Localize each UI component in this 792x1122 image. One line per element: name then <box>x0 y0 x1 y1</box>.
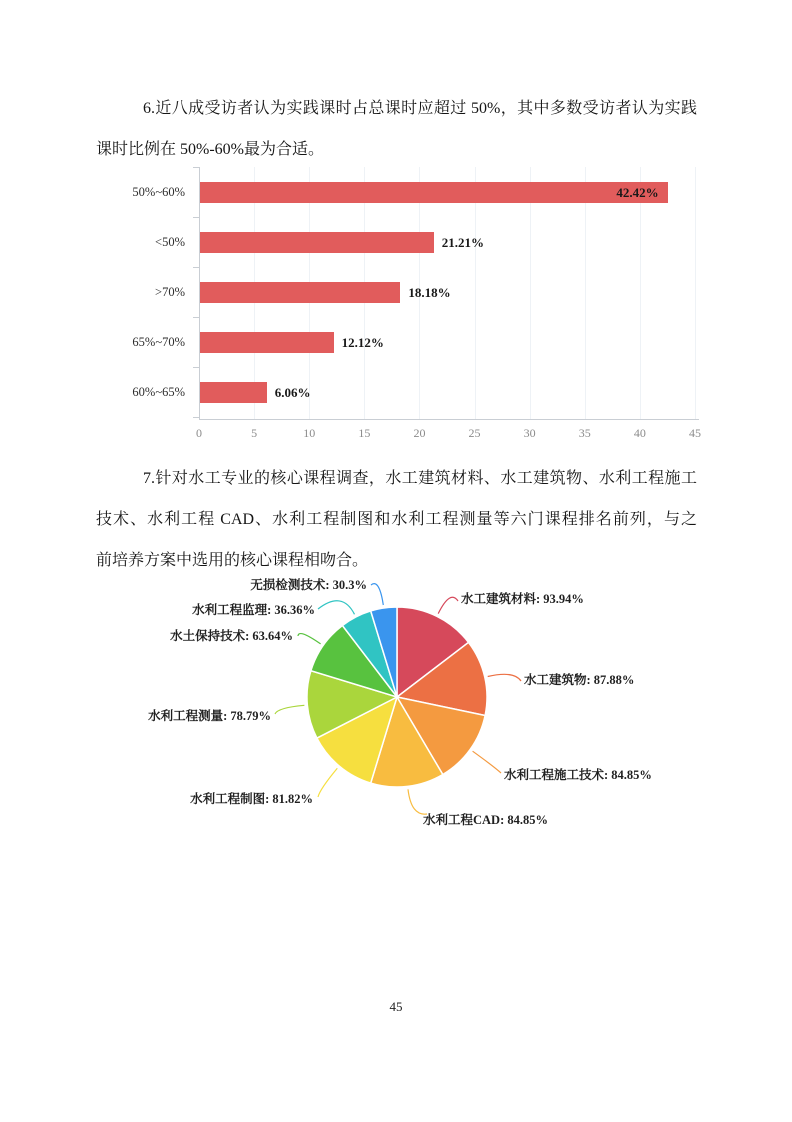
y-axis-tick <box>193 217 199 218</box>
y-axis-tick <box>193 367 199 368</box>
bar <box>200 332 334 353</box>
pie-slice-label: 水土保持技术: 63.64% <box>170 629 293 643</box>
pie-leader-line <box>318 768 337 797</box>
bar-value-label: 12.12% <box>341 335 384 350</box>
y-axis-tick <box>193 267 199 268</box>
paragraph-line: 前培养方案中选用的核心课程相吻合。 <box>96 552 369 569</box>
x-axis-tick-label: 45 <box>689 426 701 440</box>
x-axis-tick-label: 30 <box>523 426 536 440</box>
pie-slice-label: 水工建筑材料: 93.94% <box>461 592 584 606</box>
bar <box>200 382 267 403</box>
x-axis-tick-label: 10 <box>303 426 316 440</box>
bar-value-label: 21.21% <box>441 235 485 250</box>
pie-leader-line <box>275 705 304 714</box>
bar-category-label: <50% <box>155 235 185 249</box>
x-axis-tick-label: 15 <box>358 426 371 440</box>
bar-chart <box>100 167 720 452</box>
bar-category-label: >70% <box>155 285 185 299</box>
pie-leader-line <box>371 584 383 605</box>
pie-leader-line <box>298 634 321 644</box>
x-axis-tick-label: 20 <box>413 426 426 440</box>
pie-leader-line <box>438 597 458 613</box>
x-axis-tick-label: 5 <box>251 426 258 440</box>
bar-value-label: 6.06% <box>274 385 311 400</box>
pie-leader-line <box>473 751 501 773</box>
bar-category-label: 50%~60% <box>132 185 185 199</box>
y-axis-tick <box>193 167 199 168</box>
pie-leader-line <box>318 601 355 615</box>
paragraph-line: 6.近八成受访者认为实践课时占总课时应超过 50%，其中多数受访者认为实践 <box>143 100 697 117</box>
gridline <box>585 167 586 419</box>
y-axis-tick <box>193 317 199 318</box>
pie-slice-label: 水利工程测量: 78.79% <box>148 709 271 723</box>
paragraph-line: 技术、水利工程 CAD、水利工程制图和水利工程测量等六门课程排名前列，与之 <box>96 511 697 528</box>
gridline <box>475 167 476 419</box>
bar-value-label: 42.42% <box>616 185 659 200</box>
pie-slice-label: 无损检测技术: 30.3% <box>250 578 367 592</box>
pie-slice-label: 水利工程制图: 81.82% <box>190 792 313 806</box>
bar-value-label: 18.18% <box>408 285 451 300</box>
pie-slice-label: 水工建筑物: 87.88% <box>524 673 635 687</box>
paragraph-6 <box>96 88 697 170</box>
y-axis-tick <box>193 417 199 418</box>
gridline <box>640 167 641 419</box>
bar <box>200 232 434 253</box>
gridline <box>695 167 696 419</box>
paragraph-line: 7.针对水工专业的核心课程调查，水工建筑材料、水工建筑物、水利工程施工 <box>143 470 697 487</box>
x-axis-tick-label: 35 <box>578 426 591 440</box>
pie-leader-line <box>408 789 427 814</box>
bar <box>200 282 400 303</box>
x-axis-line <box>199 419 699 420</box>
x-axis-tick-label: 40 <box>633 426 646 440</box>
pie-slice-label: 水利工程监理: 36.36% <box>192 603 315 617</box>
page-number: 45 <box>389 999 403 1014</box>
gridline <box>530 167 531 419</box>
pie-slice-label: 水利工程施工技术: 84.85% <box>504 768 652 782</box>
pie-slice-label: 水利工程CAD: 84.85% <box>423 813 548 827</box>
paragraph-line: 课时比例在 50%-60%最为合适。 <box>96 141 324 158</box>
pie-leader-line <box>488 674 521 681</box>
x-axis-tick-label: 25 <box>468 426 481 440</box>
bar-category-label: 65%~70% <box>132 335 185 349</box>
x-axis-tick-label: 0 <box>196 426 202 440</box>
bar-category-label: 60%~65% <box>132 385 185 399</box>
